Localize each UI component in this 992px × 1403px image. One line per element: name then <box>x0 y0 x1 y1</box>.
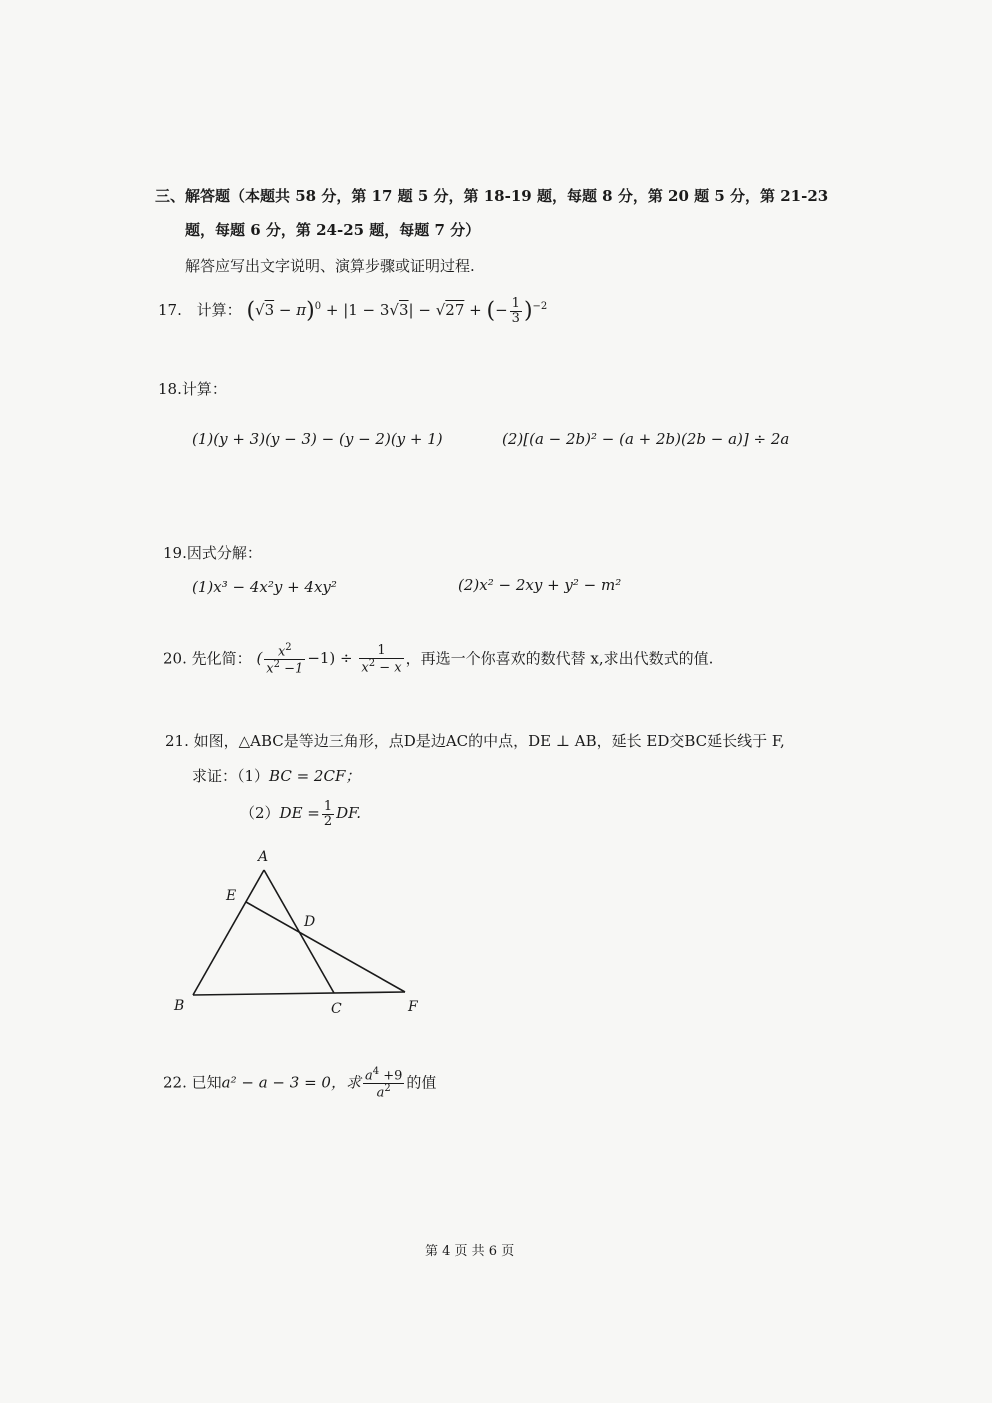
q20-expression: ( $\frac{x^2}{x^2 -1}$ −1) ÷ $\frac{1}{x^2 - x}$ <box>256 642 402 677</box>
question-label: 计算： <box>181 380 227 398</box>
q19-part1: (1)x³ − 4x²y + 4xy² <box>192 578 337 596</box>
q18-part1: (1)(y + 3)(y − 3) − (y − 2)(y + 1) <box>192 430 443 448</box>
section-instruction: 解答应写出文字说明、演算步骤或证明过程. <box>185 257 475 275</box>
question-label: 已知 <box>191 1073 222 1092</box>
q21-claim-1: BC = 2CF； <box>269 767 361 785</box>
segment-bf <box>193 992 405 995</box>
question-label: 计算： <box>196 301 242 320</box>
question-label: 因式分解： <box>186 544 262 562</box>
question-number: 18. <box>158 380 182 398</box>
q21-prove-1 <box>192 765 360 786</box>
label-a: A <box>258 849 269 865</box>
q22-equation: a² − a − 3 = 0，求 <box>221 1073 361 1092</box>
question-22: 22. 已知a² − a − 3 = 0，求 $\frac{a^4 +9}{a^2}$ 的值 <box>163 1066 437 1101</box>
label-e: E <box>226 888 237 904</box>
q17-expression: $(√3 - \pi)^0 + |1 - 3√3| - √27$ + (− $\frac{1}{3}$ )$^{-2}$ <box>246 296 548 326</box>
q19-part2: (2)x² − 2xy + y² − m² <box>458 576 622 594</box>
question-18 <box>158 378 227 399</box>
question-19 <box>163 542 262 563</box>
question-number: 20. <box>163 649 187 668</box>
question-label: 先化简： <box>191 649 252 668</box>
question-number: 21. <box>165 732 189 750</box>
question-21 <box>165 730 785 751</box>
q21-statement: 如图，△ABC是等边三角形，点D是边AC的中点，DE ⊥ AB，延长 ED交BC延长线于 F, <box>193 732 785 750</box>
q21-prove-2: （2）DE = $\frac{1}{2}$ DF. <box>240 799 362 829</box>
q22-tail: 的值 <box>406 1073 437 1092</box>
page-footer: 第 4 页 共 6 页 <box>425 1244 515 1259</box>
label-c: C <box>331 1001 342 1017</box>
question-20 <box>163 643 713 676</box>
question-number: 22. <box>163 1073 187 1092</box>
q18-part2: (2)[(a − 2b)² − (a + 2b)(2b − a)] ÷ 2a <box>502 430 790 448</box>
prove-label: 求证：（1） <box>192 767 270 785</box>
question-17 <box>158 297 547 325</box>
question-number: 17. <box>158 301 182 320</box>
part-label: （2） <box>240 804 280 823</box>
triangle-figure <box>170 845 430 1020</box>
q21-claim-2a: DE = <box>279 804 320 823</box>
question-number: 19. <box>163 544 187 562</box>
label-b: B <box>174 998 185 1014</box>
label-f: F <box>408 999 418 1015</box>
q21-claim-2b: DF. <box>336 804 362 823</box>
section-heading-line2: 题，每题 6 分，第 24-25 题，每题 7 分） <box>185 221 481 239</box>
section-heading-line1: 三、解答题（本题共 58 分，第 17 题 5 分，第 18-19 题，每题 8 分，第 20 题 5 分，第 21-23 <box>155 187 829 205</box>
label-d: D <box>304 914 316 930</box>
q20-tail: ，再选一个你喜欢的数代替 x,求出代数式的值. <box>405 649 714 668</box>
